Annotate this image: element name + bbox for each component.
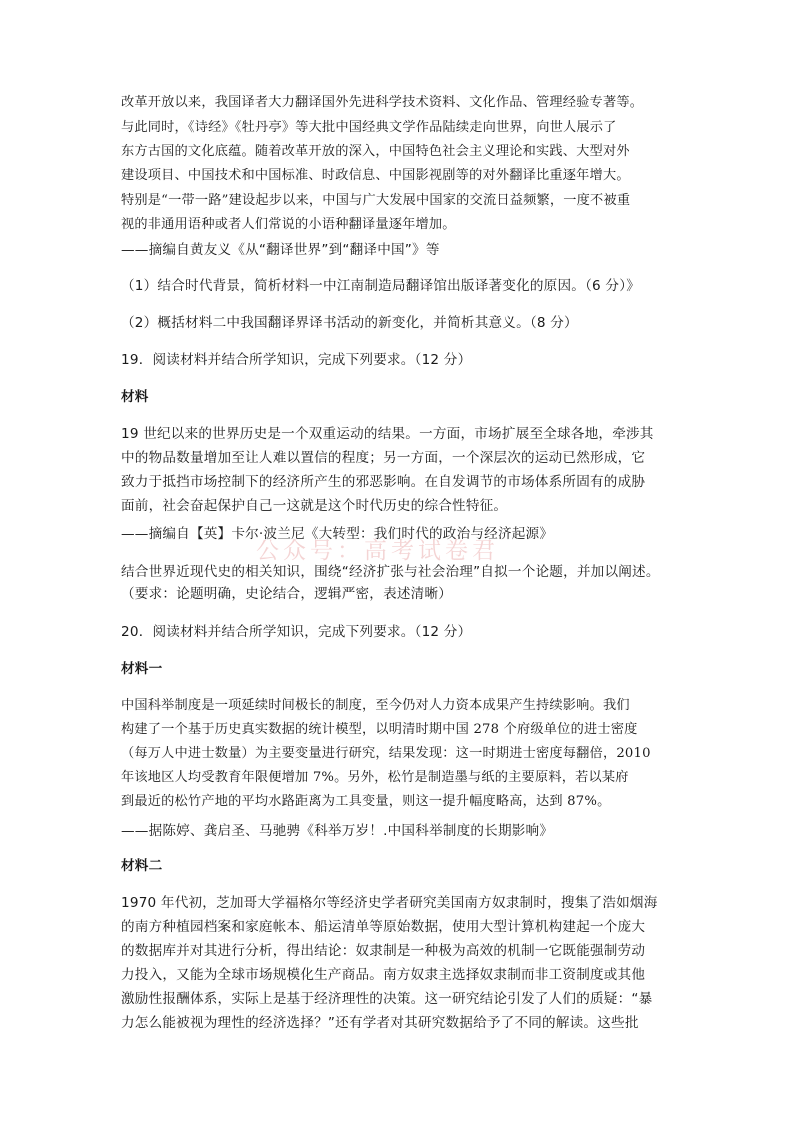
q20-material2-line: 1970 年代初，芝加哥大学福格尔等经济史学者研究美国南方奴隶制时，搜集了浩如烟海 <box>121 895 658 911</box>
q19-material-line: 致力于抵挡市场控制下的经济所产生的邪恶影响。在自发调节的市场体系所固有的成胁 <box>121 474 646 490</box>
q20-material2-line: 的南方种植园档案和家庭帐本、船运清单等原始数据，使用大型计算机构建起一个庞大 <box>121 919 646 935</box>
q18-subquestion-2: （2）概括材料二中我国翻译界译书活动的新变化，并简析其意义。（8 分） <box>121 315 578 331</box>
q19-material-line: 19 世纪以来的世界历史是一个双重运动的结果。一方面，市场扩展至全球各地，牵涉其 <box>121 426 654 442</box>
q20-material1-line: 到最近的松竹产地的平均水路距离为工具变量，则这一提升幅度略高，达到 87%。 <box>121 794 611 809</box>
q19-task-line: 结合世界近现代史的相关知识，围绕“经济扩张与社会治理”自拟一个论题，并加以阐述。 <box>121 564 660 580</box>
q19-material-line: 中的物品数量增加至让人难以置信的程度；另一方面，一个深层次的运动已然形成，它 <box>121 450 646 466</box>
q20-material1-label: 材料一 <box>121 661 163 677</box>
q20-title: 20．阅读材料并结合所学知识，完成下列要求。（12 分） <box>121 624 472 640</box>
q20-material1-source: ——据陈婷、龚启圣、马驰骋《科举万岁！.中国科举制度的长期影响》 <box>121 823 554 839</box>
q20-material2-label: 材料二 <box>121 858 163 874</box>
material-top-line: 建设项目、中国技术和中国标准、时政信息、中国影视剧等的对外翻译比重逐年增大。 <box>121 168 630 183</box>
q20-material2-line: 激励性报酬体系，实际上是基于经济理性的决策。这一研究结论引发了人们的质疑：“暴 <box>121 991 653 1007</box>
q20-material2-line: 的数据库并对其进行分析，得出结论：奴隶制是一种极为高效的机制一它既能强制劳动 <box>121 943 646 959</box>
q20-material1-line: 构建了一个基于历史真实数据的统计模型，以明清时期中国 278 个府级单位的进士密度 <box>121 722 638 737</box>
q20-material2-line: 力投入，又能为全球市场规模化生产商品。南方奴隶主选择奴隶制而非工资制度或其他 <box>121 967 646 983</box>
material-top-line: 特别是“一带一路”建设起步以来，中国与广大发展中国家的交流日益频繁，一度不被重 <box>121 193 631 208</box>
material-top-source: ——摘编自黄友义《从“翻译世界”到“翻译中国”》等 <box>121 242 440 258</box>
material-top-line: 东方古国的文化底蕴。随着改革开放的深入，中国特色社会主义理论和实践、大型对外 <box>121 144 630 159</box>
material-top-line: 视的非通用语种或者人们常说的小语种翻译量逐年增加。 <box>121 217 456 232</box>
q19-source: ——摘编自【英】卡尔·波兰尼《大转型：我们时代的政治与经济起源》 <box>121 526 554 542</box>
material-top-line: 与此同时，《诗经》《牡丹亭》等大批中国经典文学作品陆续走向世界，向世人展示了 <box>121 120 617 135</box>
q20-material1-line: 中国科举制度是一项延续时间极长的制度，至今仍对人力资本成果产生持续影响。我们 <box>121 698 630 713</box>
q19-material-line: 面前，社会奋起保护自己一这就是这个时代历史的综合性特征。 <box>121 498 508 514</box>
q20-material1-line: （每万人中进士数量）为主要变量进行研究，结果发现：这一时期进士密度每翻倍，2010 <box>121 746 651 761</box>
watermark: 公众号：高考试卷君 <box>256 538 499 564</box>
material-top-line: 改革开放以来，我国译者大力翻译国外先进科学技术资料、文化作品、管理经验专著等。 <box>121 95 644 110</box>
q18-subquestion-1: （1）结合时代背景，简析材料一中江南制造局翻译馆出版译著变化的原因。（6 分）》 <box>121 278 640 294</box>
q19-task-line: （要求：论题明确，史论结合，逻辑严密，表述清晰） <box>121 586 453 602</box>
q19-material-label: 材料 <box>121 389 149 405</box>
q19-title: 19．阅读材料并结合所学知识，完成下列要求。（12 分） <box>121 352 472 368</box>
q20-material2-line: 力怎么能被视为理性的经济选择？”还有学者对其研究数据给予了不同的解读。这些批 <box>121 1015 639 1031</box>
q20-material1-line: 年该地区人均受教育年限便增加 7%。另外，松竹是制造墨与纸的主要原料，若以某府 <box>121 770 629 785</box>
